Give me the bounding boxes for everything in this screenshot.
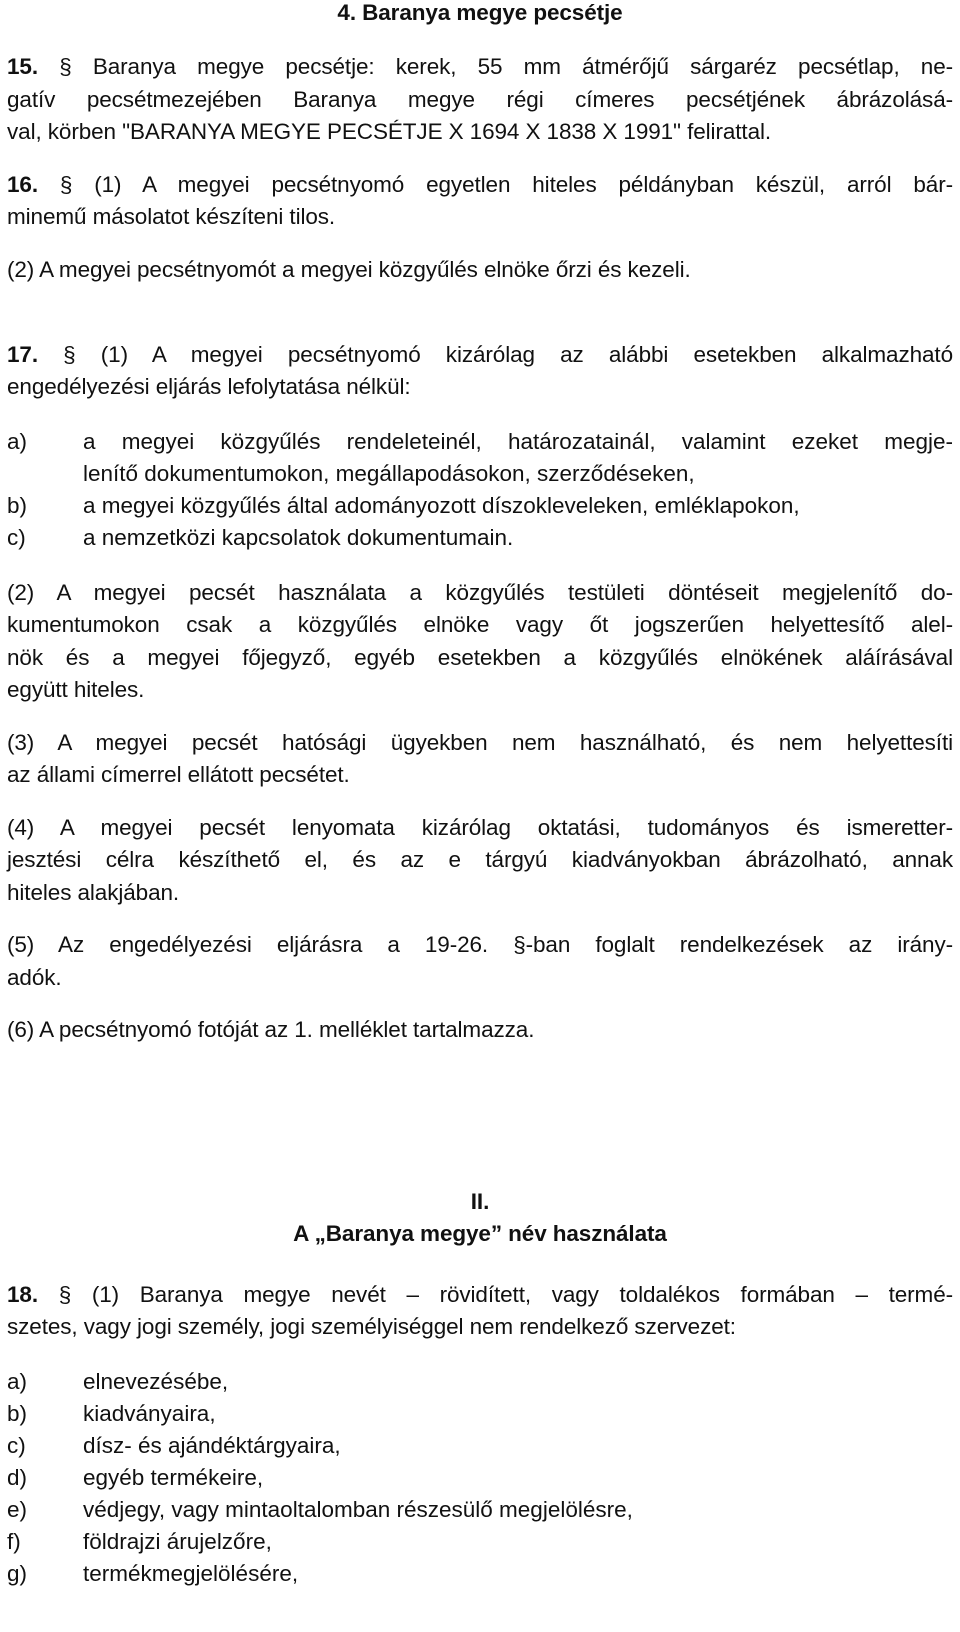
section-sign: § [59,54,72,79]
list-label: a) [7,429,28,454]
section-15-line-2: gatív pecsétmezejében Baranya megye régi címeres pecsétjének ábrázolásá- [7,87,953,112]
list-label: d) [7,1465,28,1490]
list-item-text: a nemzetközi kapcsolatok dokumentumain. [83,525,514,550]
part-number: II. [470,1189,490,1214]
section-15-line-3: val, körben "BARANYA MEGYE PECSÉTJE X 1694 X 1838 X 1991" felirattal. [7,119,772,144]
section-17-para-4-line-2: jesztési célra készíthető el, és az e tárgyú kiadványokban ábrázolható, annak [7,847,953,872]
list-item-text: a megyei közgyűlés által adományozott díszokleveleken, emléklapokon, [83,493,800,518]
list-label: f) [7,1529,21,1554]
list-label: c) [7,1433,26,1458]
section-17-para-3-line-2: az állami címerrel ellátott pecsétet. [7,762,350,787]
list-label: c) [7,525,26,550]
section-17-para-2-line-4: együtt hiteles. [7,677,145,702]
section-17-para-2-line-3: nök és a megyei főjegyző, egyéb esetekben a közgyűlés elnökének aláírásával [7,645,953,670]
list-label: e) [7,1497,28,1522]
section-number: 18. [7,1282,38,1307]
list-label: b) [7,493,28,518]
section-17-para-6: (6) A pecsétnyomó fotóját az 1. melléklet tartalmazza. [7,1017,535,1042]
section-16-para-2: (2) A megyei pecsétnyomót a megyei közgyűlés elnöke őrzi és kezeli. [7,257,691,282]
section-number: 16. [7,172,38,197]
list-item-text: lenítő dokumentumokon, megállapodásokon, szerződéseken, [83,461,695,486]
list-item-text: földrajzi árujelzőre, [83,1529,272,1554]
section-sign: § [513,932,526,957]
list-label: a) [7,1369,28,1394]
list-item-text: egyéb termékeire, [83,1465,264,1490]
section-number: 15. [7,54,38,79]
section-16-line-2: minemű másolatot készíteni tilos. [7,204,336,229]
section-17-para-2-line-2: kumentumokon csak a közgyűlés elnöke vagy őt jogszerűen helyettesítő alel- [7,612,953,637]
section-17-line-2: engedélyezési eljárás lefolytatása nélkül: [7,374,411,399]
section-17-para-4-line-1: (4) A megyei pecsét lenyomata kizárólag oktatási, tudományos és ismeretter- [7,815,953,840]
section-16-line-1 [7,170,953,200]
section-sign: § [63,342,76,367]
section-17-para-5-line-2: adók. [7,965,62,990]
section-number: 17. [7,342,38,367]
part-title: A „Baranya megye” név használata [293,1221,667,1246]
section-text: (1) A megyei pecsétnyomó kizárólag az alábbi esetekben alkalmazható [100,342,953,367]
section-text: -ban foglalt rendelkezések az irány- [525,932,953,957]
section-text: (1) A megyei pecsétnyomó egyetlen hiteles példányban készül, arról bár- [94,172,953,197]
section-sign: § [59,172,73,197]
section-sign: § [58,1282,72,1307]
section-15-line-1 [7,52,953,82]
list-label: b) [7,1401,28,1426]
list-item-text: kiadványaira, [83,1401,216,1426]
list-item-text: elnevezésébe, [83,1369,229,1394]
section-text: Baranya megye pecsétje: kerek, 55 mm átmérőjű sárgaréz pecsétlap, ne- [92,54,954,79]
section-text: (1) Baranya megye nevét – rövidített, vagy toldalékos formában – termé- [91,1282,953,1307]
list-item-text: termékmegjelölésére, [83,1561,299,1586]
list-label: g) [7,1561,28,1586]
section-17-para-4-line-3: hiteles alakjában. [7,880,180,905]
list-item-text: dísz- és ajándéktárgyaira, [83,1433,341,1458]
section-17-line-1 [7,340,953,370]
section-text: (5) Az engedélyezési eljárásra a 19-26. [7,932,489,957]
section-18-line-1 [7,1280,953,1310]
list-item-text: védjegy, vagy mintaoltalomban részesülő megjelölésre, [83,1497,633,1522]
section-17-para-5-line-1 [7,930,953,960]
section-17-para-2-line-1: (2) A megyei pecsét használata a közgyűlés testületi döntéseit megjelenítő do- [7,580,953,605]
section-18-line-2: szetes, vagy jogi személy, jogi személyiséggel nem rendelkező szervezet: [7,1314,736,1339]
list-item-text: a megyei közgyűlés rendeleteinél, határozatainál, valamint ezeket megje- [83,429,953,454]
section-17-para-3-line-1: (3) A megyei pecsét hatósági ügyekben nem használható, és nem helyettesíti [7,730,953,755]
chapter-heading: 4. Baranya megye pecsétje [337,0,623,25]
